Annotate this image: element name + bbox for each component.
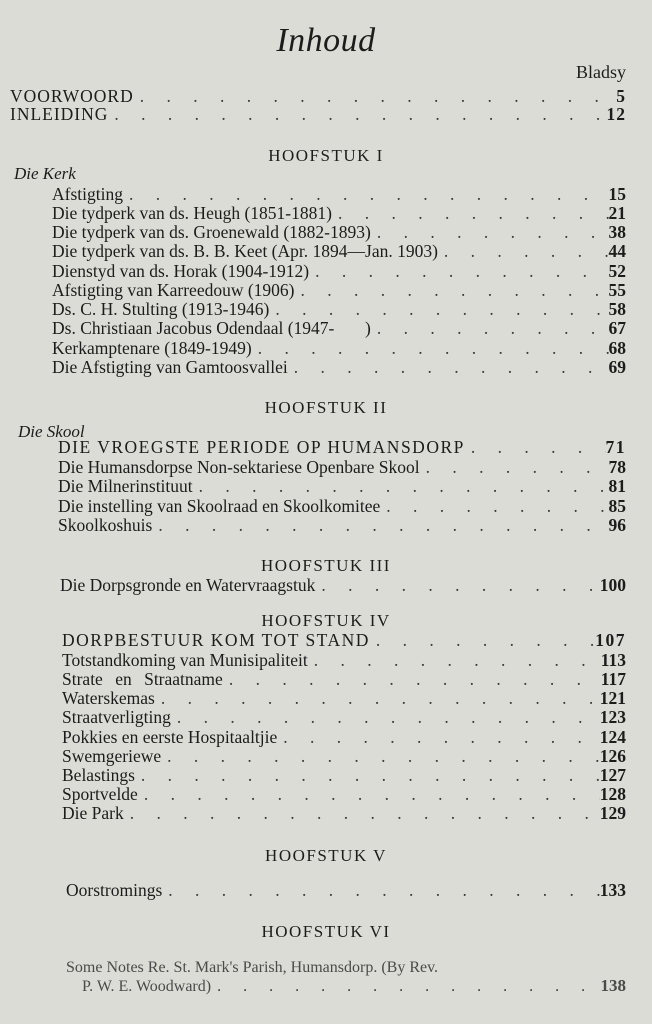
toc-entry-label: Die tydperk van ds. B. B. Keet (Apr. 1894—Jan. 1903) [52,241,438,261]
toc-entry-page: 21 [608,203,626,223]
toc-entry-page: 100 [599,575,626,595]
toc-entry-label: Ds. Christiaan Jacobus Odendaal (1947- ) [52,318,371,338]
toc-entry-page: 5 [616,86,626,106]
toc-entry-page: 127 [599,765,626,785]
toc-entry-page: 38 [608,222,626,242]
toc-entry [66,880,626,900]
leader-dots [380,496,608,516]
toc-entry-label: Die Afstigting van Gamtoosvallei [52,357,288,377]
toc-entry-page: 67 [608,318,626,338]
toc-entry [52,357,626,377]
toc-entry [62,803,626,823]
toc-entry-page: 133 [599,880,626,900]
toc-entry-label: Ds. C. H. Stulting (1913-1946) [52,299,270,319]
leader-dots [134,86,617,106]
toc-entry [60,575,626,595]
toc-entry [52,338,626,358]
chapter-heading-5: HOOFSTUK V [265,846,387,865]
leader-dots [308,650,601,670]
section-title-kerk: Die Kerk [14,164,76,183]
toc-entry-label: Die Humansdorpse Non-sektariese Openbare Skool [58,457,420,477]
toc-entry [58,457,626,477]
toc-entry [62,630,626,650]
toc-entry [62,765,626,785]
leader-dots [162,880,600,900]
leader-dots [465,437,606,457]
toc-entry [62,746,626,766]
toc-entry-label: VOORWOORD [10,86,134,106]
toc-entry [52,280,626,300]
toc-entry-line-1 [66,958,626,978]
toc-entry [58,496,626,516]
toc-entry-inleiding [10,104,626,124]
toc-entry-page: 44 [608,241,626,261]
leader-dots [124,803,600,823]
toc-entry [52,318,626,338]
leader-dots [332,203,609,223]
toc-entry [52,299,626,319]
toc-entry [52,222,626,242]
toc-entry-label: Die tydperk van ds. Heugh (1851-1881) [52,203,332,223]
toc-entry-label: P. W. E. Woodward) [82,978,212,995]
toc-entry [62,650,626,670]
toc-entry-page: 81 [608,476,626,496]
page-column-label: Bladsy [575,62,626,82]
toc-entry-page: 128 [599,784,626,804]
toc-entry-label: Sportvelde [62,784,138,804]
leader-dots [309,261,608,281]
toc-entry-voorwoord [10,86,626,106]
toc-entry-label: Die Park [62,803,124,823]
toc-entry [52,203,626,223]
toc-entry-page: 15 [608,184,626,204]
leader-dots [135,765,600,785]
toc-entry-page: 78 [608,457,626,477]
toc-entry [62,669,626,689]
toc-entry-page: 12 [606,104,626,124]
leader-dots [108,104,606,124]
toc-entry-page: 124 [599,727,626,747]
leader-dots [295,280,609,300]
leader-dots [152,515,608,535]
toc-entry-line-2 [82,976,626,996]
leader-dots [123,184,609,204]
toc-entry-page: 71 [605,437,626,457]
toc-entry [62,707,626,727]
toc-entry-page: 113 [600,650,626,670]
toc-entry-label: DIE VROEGSTE PERIODE OP HUMANSDORP [58,437,465,457]
toc-entry-label: Die Milnerinstituut [58,476,193,496]
chapter-heading-6: HOOFSTUK VI [261,922,391,941]
leader-dots [315,575,599,595]
toc-entry-page: 117 [600,669,626,689]
toc-entry-page: 126 [599,746,626,766]
leader-dots [223,669,601,689]
leader-dots [252,338,609,358]
leader-dots [155,688,600,708]
toc-entry-page: 138 [600,976,626,995]
leader-dots [161,746,600,766]
section-title-skool: Die Skool [18,422,85,441]
toc-entry-label: Totstandkoming van Munisipaliteit [62,650,308,670]
leader-dots [288,357,609,377]
toc-entry-label: Some Notes Re. St. Mark's Parish, Humansdorp. (By Rev. [66,959,439,976]
toc-entry [62,784,626,804]
toc-entry [58,515,626,535]
toc-entry-page: 58 [608,299,626,319]
toc-entry-label: Die tydperk van ds. Groenewald (1882-1893) [52,222,371,242]
toc-entry-page: 52 [608,261,626,281]
leader-dots [277,727,599,747]
toc-entry-page: 55 [608,280,626,300]
leader-dots [171,707,600,727]
toc-entry [52,261,626,281]
toc-entry [58,476,626,496]
leader-dots [269,299,608,319]
toc-entry-label: Dienstyd van ds. Horak (1904-1912) [52,261,310,281]
toc-entry-label: Afstigting van Karreedouw (1906) [52,280,295,300]
toc-entry-page: 85 [608,496,626,516]
toc-entry-label: DORPBESTUUR KOM TOT STAND [62,630,370,650]
toc-entry-page: 107 [595,630,626,650]
chapter-heading-3: HOOFSTUK III [261,556,391,575]
toc-entry-page: 121 [599,688,626,708]
chapter-heading-2: HOOFSTUK II [264,398,388,417]
toc-entry-label: Die Dorpsgronde en Watervraagstuk [60,575,316,595]
toc-entry-label: Swemgeriewe [62,746,162,766]
toc-entry-label: Straatverligting [62,707,171,727]
page-title: Inhoud [276,22,376,59]
toc-entry-page: 68 [608,338,626,358]
toc-entry-label: INLEIDING [10,104,109,124]
toc-entry-label: Belastings [62,765,135,785]
toc-entry-label: Skoolkoshuis [58,515,153,535]
chapter-heading-4: HOOFSTUK IV [261,611,391,630]
leader-dots [371,222,609,242]
toc-entry-label: Waterskemas [62,688,155,708]
leader-dots [193,476,609,496]
toc-entry [62,688,626,708]
leader-dots [138,784,600,804]
toc-entry-label: Pokkies en eerste Hospitaaltjie [62,727,278,747]
toc-entry-page: 96 [608,515,626,535]
toc-entry-label: Strate en Straatname [62,669,223,689]
toc-entry [52,184,626,204]
toc-entry-page: 69 [608,357,626,377]
toc-entry [62,727,626,747]
leader-dots [438,241,609,261]
toc-entry [58,437,626,457]
leader-dots [370,630,595,650]
toc-entry-label: Die instelling van Skoolraad en Skoolkomitee [58,496,381,516]
toc-entry-page: 123 [599,707,626,727]
leader-dots [211,977,600,997]
toc-entry-label: Kerkamptenare (1849-1949) [52,338,252,358]
toc-entry [52,241,626,261]
toc-entry-label: Oorstromings [66,880,163,900]
leader-dots [420,457,609,477]
toc-entry-page: 129 [599,803,626,823]
leader-dots [371,318,609,338]
chapter-heading-1: HOOFSTUK I [268,146,384,165]
toc-entry-label: Afstigting [52,184,123,204]
